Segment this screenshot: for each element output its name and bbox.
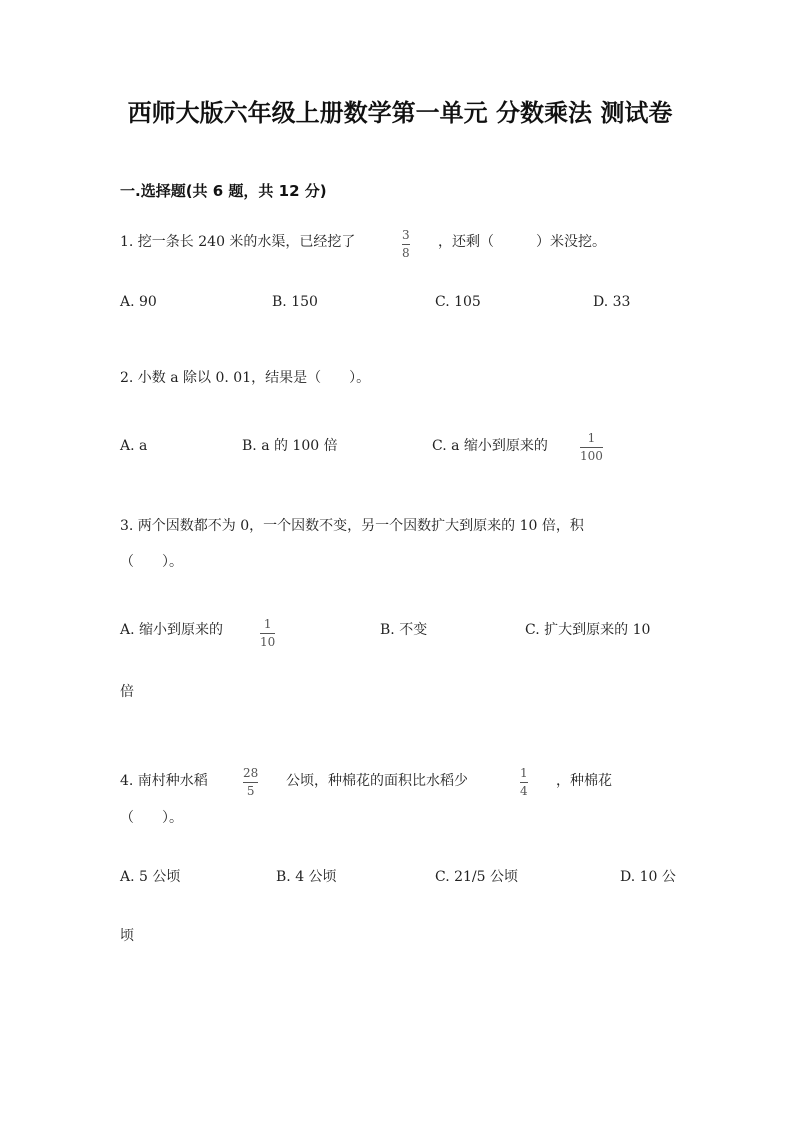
question-3-stem-line2: （ ）。 <box>120 554 183 570</box>
question-4-stem-part1: 4. 南村种水稻 <box>120 773 208 789</box>
question-1-stem-after: ，还剩（ ）米没挖。 <box>438 234 606 250</box>
question-1-fraction <box>402 228 410 260</box>
question-4-option-c[interactable]: C. 21/5 公顷 <box>435 869 519 885</box>
question-1-stem-before: 1. 挖一条长 240 米的水渠，已经挖了 <box>120 234 356 250</box>
question-2-option-b[interactable]: B. a 的 100 倍 <box>242 438 338 454</box>
question-1-option-d[interactable]: D. 33 <box>593 294 631 310</box>
fraction-denominator: 4 <box>520 784 528 798</box>
question-4-stem-line2: （ ）。 <box>120 810 183 826</box>
question-2-stem: 2. 小数 a 除以 0. 01，结果是（ ）。 <box>120 370 371 386</box>
question-1-option-b[interactable]: B. 150 <box>272 294 318 310</box>
fraction-bar <box>520 782 528 783</box>
question-4-option-a[interactable]: A. 5 公顷 <box>120 869 181 885</box>
section-heading: 一.选择题(共 6 题，共 12 分) <box>120 182 327 200</box>
question-4-fraction-2 <box>520 766 528 798</box>
question-4-fraction-1 <box>243 766 258 798</box>
fraction-denominator: 10 <box>260 635 276 649</box>
question-3-option-a[interactable]: A. 缩小到原来的 <box>120 622 224 638</box>
fraction-bar <box>243 782 258 783</box>
question-2-option-c[interactable]: C. a 缩小到原来的 <box>432 438 548 454</box>
question-4-option-d-wrap: 顷 <box>120 928 134 944</box>
question-2-option-a[interactable]: A. a <box>120 438 148 454</box>
question-4-option-d[interactable]: D. 10 公 <box>620 869 676 885</box>
page-title: 西师大版六年级上册数学第一单元 分数乘法 测试卷 <box>127 99 673 127</box>
fraction-bar <box>260 633 275 634</box>
question-3-option-c-wrap: 倍 <box>120 684 134 700</box>
question-3-option-a-fraction <box>260 617 275 649</box>
fraction-numerator: 1 <box>520 766 528 780</box>
question-3-stem-line1: 3. 两个因数都不为 0，一个因数不变，另一个因数扩大到原来的 10 倍，积 <box>120 518 584 534</box>
fraction-denominator: 100 <box>580 449 603 463</box>
question-3-option-c[interactable]: C. 扩大到原来的 10 <box>525 622 651 638</box>
question-1-option-c[interactable]: C. 105 <box>435 294 481 310</box>
question-4-option-b[interactable]: B. 4 公顷 <box>276 869 337 885</box>
fraction-bar <box>402 244 410 245</box>
fraction-numerator: 3 <box>402 228 410 242</box>
fraction-numerator: 1 <box>263 617 272 631</box>
fraction-denominator: 5 <box>246 784 255 798</box>
fraction-bar <box>580 447 603 448</box>
fraction-denominator: 8 <box>402 246 410 260</box>
fraction-numerator: 28 <box>243 766 259 780</box>
fraction-numerator: 1 <box>587 431 596 445</box>
question-1-option-a[interactable]: A. 90 <box>120 294 157 310</box>
question-4-stem-part3: ，种棉花 <box>556 773 612 789</box>
question-3-option-b[interactable]: B. 不变 <box>380 622 428 638</box>
question-2-option-c-fraction <box>580 431 603 463</box>
question-4-stem-part2: 公顷，种棉花的面积比水稻少 <box>286 773 468 789</box>
